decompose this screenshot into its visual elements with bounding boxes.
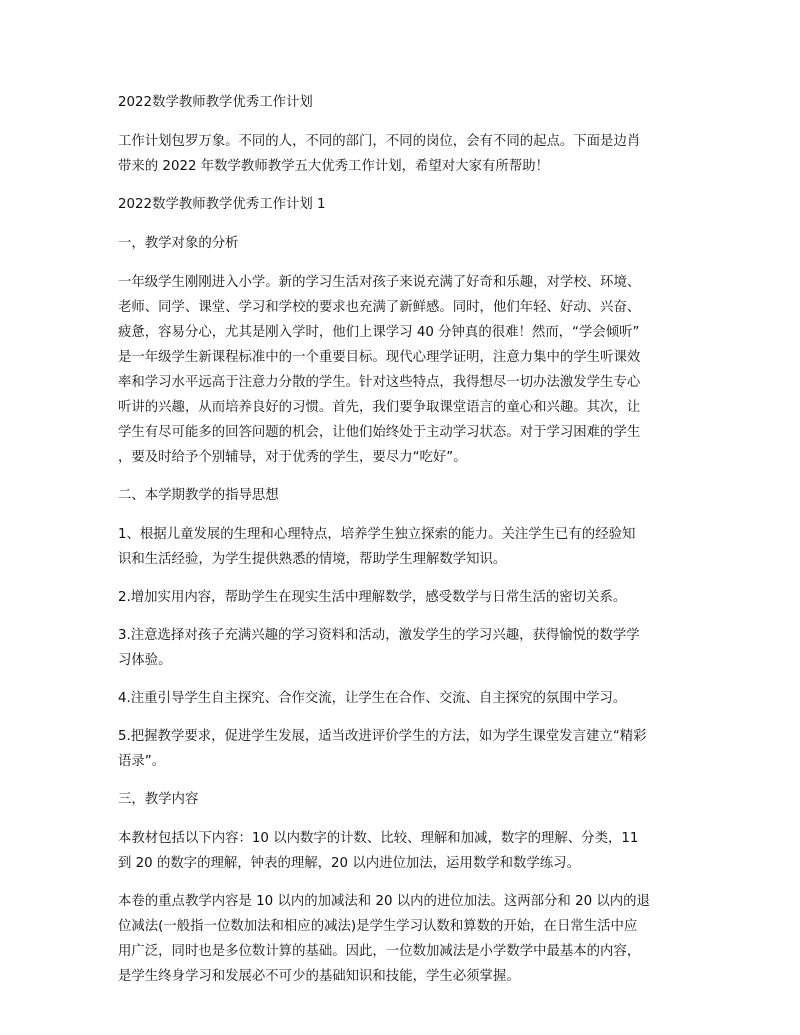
section1-heading-line: 一，教学对象的分析: [118, 236, 239, 251]
section2-item-1: [118, 522, 684, 572]
section3-heading-line: 三，教学内容: [118, 792, 199, 807]
paragraph-line: 老师、同学、课堂、学习和学校的要求也充满了新鲜感。同时，他们年轻、好动、兴奋、: [118, 300, 641, 315]
list-item-line: 1、根据儿童发展的生理和心理特点，培养学生独立探索的能力。关注学生已有的经验知: [118, 527, 636, 542]
paragraph-line: 到 20 的数字的理解，钟表的理解，20 以内进位加法，运用数学和数学练习。: [118, 856, 580, 871]
subtitle-line: 2022数学教师教学优秀工作计划 1: [118, 197, 326, 212]
paragraph-line: 用广泛，同时也是多位数计算的基础。因此，一位数加减法是小学数学中最基本的内容，: [118, 944, 641, 959]
paragraph-line: 学生有尽可能多的回答问题的机会，让他们始终处于主动学习状态。对于学习困难的学生: [118, 425, 641, 440]
intro-line-1: 工作计划包罗万象。不同的人，不同的部门，不同的岗位，会有不同的起点。下面是边肖: [118, 134, 641, 149]
section3-paragraph-2: [118, 889, 684, 989]
list-item-line: 3.注意选择对孩子充满兴趣的学习资料和活动，激发学生的学习兴趣，获得愉悦的数学学: [118, 628, 640, 643]
section2-item-2: [118, 585, 684, 610]
title-line: 2022数学教师教学优秀工作计划: [118, 95, 313, 110]
paragraph-line: 本教材包括以下内容：10 以内数字的计数、比较、理解和加减，数字的理解、分类，11: [118, 831, 639, 846]
section2-item-3: [118, 623, 684, 673]
section1-heading: [118, 231, 684, 256]
section2-item-4: [118, 686, 684, 711]
paragraph-line: 率和学习水平远高于注意力分散的学生。针对这些特点，我得想尽一切办法激发学生专心: [118, 375, 641, 390]
paragraph-line: 是学生终身学习和发展必不可少的基础知识和技能，学生必须掌握。: [118, 969, 520, 984]
list-item-line: 语录”。: [118, 754, 166, 769]
document-body: [118, 90, 684, 1002]
section3-heading: [118, 787, 684, 812]
plan-subtitle: [118, 192, 684, 217]
list-item-line: 2.增加实用内容，帮助学生在现实生活中理解数学，感受数学与日常生活的密切关系。: [118, 590, 627, 605]
intro-paragraph: [118, 129, 684, 179]
section2-item-5: [118, 724, 684, 774]
intro-line-2: 带来的 2022 年数学教师教学五大优秀工作计划，希望对大家有所帮助！: [118, 159, 549, 174]
paragraph-line: 是一年级学生新课程标准中的一个重要目标。现代心理学证明，注意力集中的学生听课效: [118, 350, 641, 365]
section2-heading-line: 二、本学期教学的指导思想: [118, 488, 279, 503]
paragraph-line: 一年级学生刚刚进入小学。新的学习生活对孩子来说充满了好奇和乐趣，对学校、环境、: [118, 275, 641, 290]
paragraph-line: ，要及时给予个别辅导，对于优秀的学生，要尽力“吃好”。: [118, 450, 467, 465]
paragraph-line: 疲惫，容易分心，尤其是刚入学时，他们上课学习 40 分钟真的很难！然而，“学会倾听”: [118, 325, 640, 340]
paragraph-line: 本卷的重点教学内容是 10 以内的加减法和 20 以内的进位加法。这两部分和 20 以内的退: [118, 894, 650, 909]
section2-heading: [118, 483, 684, 508]
paragraph-line: 位减法(一般指一位数加法和相应的减法)是学生学习认数和算数的开始，在日常生活中应: [118, 919, 638, 934]
paragraph-line: 听讲的兴趣，从而培养良好的习惯。首先，我们要争取课堂语言的童心和兴趣。其次，让: [118, 400, 641, 415]
list-item-line: 习体验。: [118, 653, 172, 668]
list-item-line: 5.把握教学要求，促进学生发展，适当改进评价学生的方法，如为学生课堂发言建立“精彩: [118, 729, 647, 744]
list-item-line: 识和生活经验，为学生提供熟悉的情境，帮助学生理解数学知识。: [118, 552, 507, 567]
document-title: [118, 90, 684, 115]
section3-paragraph-1: [118, 826, 684, 876]
section1-paragraph: [118, 270, 684, 470]
list-item-line: 4.注重引导学生自主探究、合作交流，让学生在合作、交流、自主探究的氛围中学习。: [118, 691, 627, 706]
